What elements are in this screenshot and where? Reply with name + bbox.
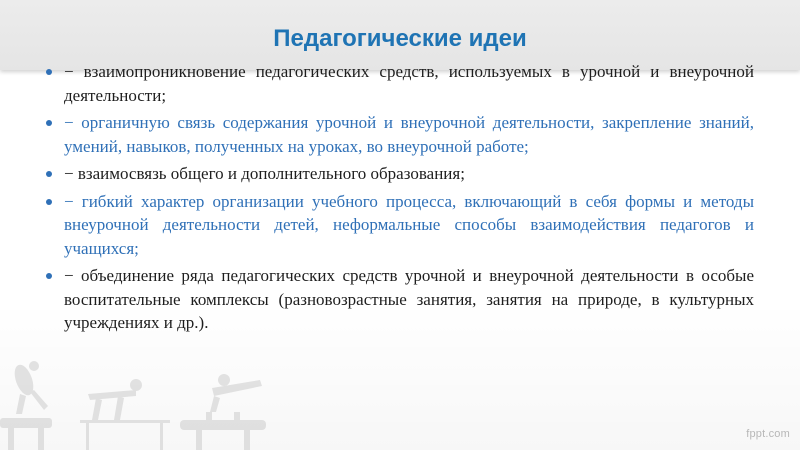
bullet-item-4 — [44, 190, 754, 261]
bullet-item-3 — [44, 162, 754, 186]
bullet-dot-icon — [46, 171, 52, 177]
bullet-text-5: − объединение ряда педагогических средств урочной и внеурочной деятельности в особые воспитательные комплексы (разновозрастные занятия, занятия на природе, в культурных учреждениях и др.). — [64, 266, 754, 332]
bullet-text-3: − взаимосвязь общего и дополнительного образования; — [64, 164, 465, 183]
watermark: fppt.com — [746, 428, 790, 440]
bullet-list — [44, 60, 754, 335]
bullet-item-5 — [44, 264, 754, 335]
bullet-item-2 — [44, 111, 754, 158]
bullet-text-4: − гибкий характер организации учебного процесса, включающий в себя формы и методы внеурочной деятельности детей, неформальные способы взаимодействия педагогов и учащихся; — [64, 191, 754, 258]
bullet-dot-icon — [46, 273, 52, 279]
bullet-dot-icon — [46, 120, 52, 126]
bullet-text-1: − взаимопроникновение педагогических средств, используемых в урочной и внеурочной деятельности; — [64, 62, 754, 105]
bullet-dot-icon — [46, 199, 52, 205]
bullet-dot-icon — [46, 69, 52, 75]
gymnastics-silhouettes-icon — [0, 340, 290, 450]
slide-title: Педагогические идеи — [273, 25, 527, 52]
content-area — [44, 60, 754, 339]
bullet-text-2: − органичную связь содержания урочной и внеурочной деятельности, закрепление знаний, умений, навыков, полученных на уроках, во внеурочной работе; — [64, 113, 754, 156]
bullet-item-1 — [44, 60, 754, 107]
